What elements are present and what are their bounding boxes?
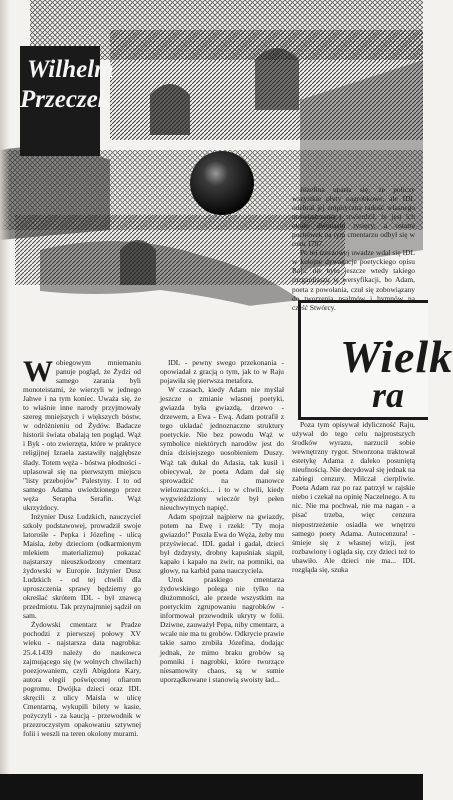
- paragraph-text: obiegowym mniemaniu panuje pogląd, że Żydzi od samego zarania byli monoteistami, że wierzyli w jednego Jahwe i na tym koniec. Uważa się, że to właśnie inne narody przyjmowały szereg mniejszych i większych bóstw, w odróżnieniu od Żydów. Badacze historii świata obalają ten pogląd. Wąż i Byk - oto zwierzęta, które w praktyce religijnej Izraela zastawiły najgłębsze ślady. Totem węża - bóstwa płodności - uplasował się na pierwszym miejscu "listy przebojów" Palestyny. I to od samego Adama uwiedzionego przez węża Seraphа Serafin. Wąż ukrzyżdocy.: [23, 358, 141, 512]
- article-paragraph: Po tej rzeczowej uwadze wdał się IDL w kolejne dywagacje poetyckiego opisu Raju: nie było jeszcze wtedy takiego rozgardiaszu w wersyfikacji, bo Adam, poeta z powołania, czuł się zobowiązany do tworzenia psalmów i hymnów na cześć Stwórcy.: [292, 248, 415, 312]
- article-column-3: [292, 185, 415, 365]
- article-paragraph: Żydowski cmentarz w Pradze pochodzi z pierwszej połowy XV wieku - najstarsza data nagrobka: 25.4.1439 należy do naukowca zajmującego się (w wolnych chwilach) poezjowaniem, czyli Abigdora Kary, autora elegii poświęconej ofiarom pogromu. Dwójka dzieci oraz IDL skręcili z ulicy Maisla w ulicę Cmentarną, wykupili bilety w kasie, pożyczyli - za kaucją - przewodnik w przezroczystym opakowaniu sztywnej folii i weszli na teren okolony murami.: [23, 620, 141, 738]
- article-paragraph: Urok praskiego cmentarza żydowskiego polega nie tylko na dłużomności, ale przede wszystkim na poetyckim zgrupowaniu nagrobków - informował przewodnik ukryty w folii. Dziwne, zauważył Pepa, niby cmentarz, a wcale nie ma tu grobów. Odkrycie prawie takie samo zrobiła Józefina, dodając jednak, że mimo braku grobów są pomniki i nagrobki, które tworzące niesamowity chaos, są w sumie uporządkowane i stanowią swoisty ład...: [160, 575, 284, 684]
- article-paragraph: Inżynier Dusz Ludzkich, nauczyciel szkoły podstawowej, prowadził swoje latorośle - Pepka i Józefinę - ulicą Maisla, żeby dzieciom (odkarmionym mlekiem materializmu) pokazać najstarszy nieuszkodzony cmentarz żydowski w Europie. Inżynier Dusz Ludzkich - od tej chwili dla uproszczenia sprawy będziemy go określać skrótem IDL - był znawcą przedmiotu. Tak przynajmniej sądził on sam.: [23, 511, 141, 621]
- page-bottom-bar: [0, 774, 423, 800]
- article-column-4: [292, 420, 415, 755]
- article-column-2: [160, 358, 284, 782]
- author-first-name: Wilhelm: [27, 56, 114, 83]
- article-column-1: [23, 355, 141, 782]
- page-edge-shadow: [0, 0, 10, 800]
- article-paragraph: [23, 355, 141, 512]
- article-title-line-1: Wielk: [340, 331, 453, 382]
- article-paragraph: Adam spojrzał najpierw na gwiazdy, potem na Ewę i rzekł: "Ty moja gwiazdo!" Poszła Ewa do Węża, żeby mu przyświecać. IDL gadał i gadał, dzieci był dzdzysty, drobny kapuśniak siąpił, kapało i kapało na żwir, na pomniki, na głowy, na karbid pana nauczyciela.: [160, 511, 284, 576]
- drop-cap: W: [23, 355, 53, 388]
- article-title-line-2: ra: [372, 375, 405, 415]
- article-paragraph: IDL - pewny swego przekonania - opowiadał z gracją o tym, jak to w Raju pojawiła się pierwsza metafora.: [160, 358, 284, 386]
- article-paragraph: W czasach, kiedy Adam nie myślał jeszcze o zmianie własnej poetyki, gwiazda była gwiazdą, drzewo - drzewem, a Ewa - Ewą. Adam potrafił z tego układać jednoznaczne struktury poetyckie. Nie bez powodu Wąż w symbolice niektórych narodów jest do dnia dzisiejszego uosobieniem Duszy. Wąż tak dukał do Adasia, tak kusił i obiecywał, że poeta Adam dał się sprowadzić na manowce wieloznaczności... i to w chwili, kiedy wygwieździony wieczór był pełen nieuchwytnych napięć.: [160, 385, 284, 512]
- article-paragraph: Józefina uparła się, że policzy wszystkie płyty nagrobkowe, ale IDL odebrał jej empiryczną radość własnego doświadczenia i stwierdził, że jest ich około dwunastu tysięcy, a ostatni pochówek na tym cmentarzu odbył się w roku 1787.: [292, 185, 415, 249]
- author-last-name: Przeczek: [20, 86, 111, 113]
- article-paragraph: Poza tym opisywał idyliczność Raju, używał do tego celu najprostszych środków wyrazu, narzucił sobie wewnętrzny rygor. Stworzona traktował estetykę Adama z daleko posuniętą nieufnością. Nie decydował się jednak na zabiegi cenzury. Milczał cierpliwie. Poeta Adam raz po raz patrzył w rajskie niebo i czekał na opinię Naczelnego. A tu nic. Nie ma pochwał, nie ma nagan - a pisać trzeba, więc cenzura niepostrzeżenie osiadła we wnętrzu samego poety Adama. Autocenzura! - śmieje się z własnej wizji, jest rozbawiony i ogląda się, czy dzieci też to ubawiło. Ale dzieci nie ma... IDL rozgląda się, szuka: [292, 420, 415, 574]
